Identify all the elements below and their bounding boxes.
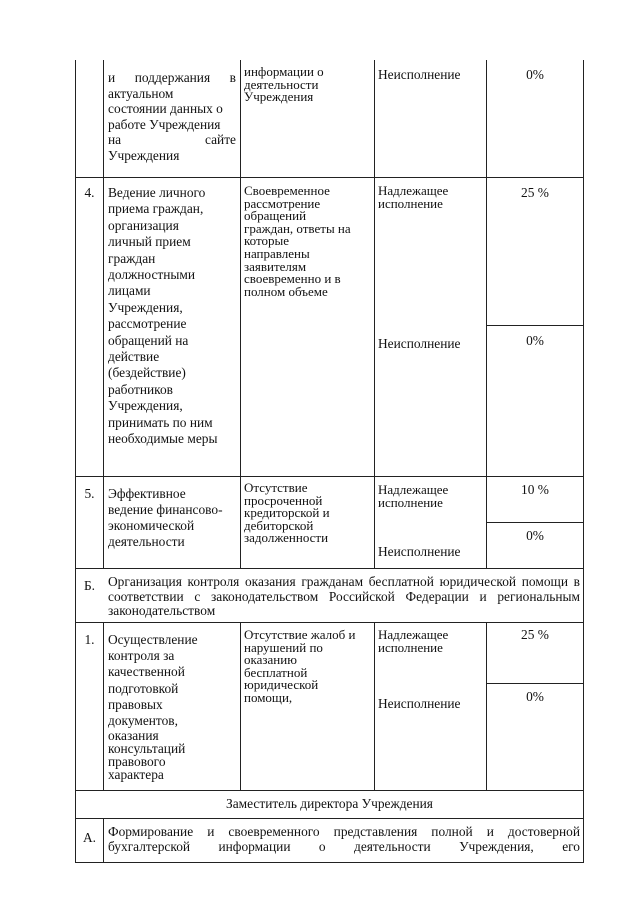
text-line: Эффективное (108, 486, 186, 501)
row1-task (108, 632, 238, 781)
text-line: работников (108, 381, 173, 397)
text-line: ведение финансово- (108, 502, 223, 517)
row1-percent-bad: 0% (526, 689, 544, 704)
text-line: деятельности (108, 534, 185, 549)
col-divider-1b (103, 622, 104, 790)
deputy-header: Заместитель директора Учреждения (226, 796, 433, 811)
text-line: (бездействие) (108, 365, 186, 381)
text-line: информации о (244, 64, 324, 79)
text-line: документов, (108, 713, 178, 729)
row4-number: 4. (84, 185, 95, 200)
text-line: Отсутствие жалоб и (244, 627, 356, 642)
text-line: принимать по ним (108, 414, 213, 430)
text-line: Отсутствие (244, 480, 308, 495)
col-divider-a (103, 818, 104, 862)
text-line: юридической (244, 677, 319, 693)
row4-percent-good: 25 % (521, 185, 549, 200)
row5-assessment-bad: Неисполнение (378, 544, 461, 559)
text-line: организация (108, 217, 179, 233)
text-line: просроченной (244, 492, 323, 508)
text-line: Учреждения, (108, 299, 183, 315)
text-line: необходимые меры (108, 431, 218, 447)
table-border-right (583, 60, 584, 862)
text-line: актуальном (108, 85, 174, 101)
text-line: заявителям (244, 258, 307, 274)
text-line: работе Учреждения (108, 116, 221, 132)
text-line: Учреждения, (108, 398, 183, 414)
table-border-left (75, 60, 76, 862)
row-border-row1-split (486, 683, 584, 684)
text-line: оказания (108, 728, 159, 744)
text-line: Учреждения (244, 89, 314, 105)
col-divider-2b (240, 622, 241, 790)
row4-percent-bad: 0% (526, 333, 544, 348)
text-line: Ведение личного (108, 185, 206, 200)
text-line: полном объеме (244, 283, 328, 299)
text-line: действие (108, 349, 160, 365)
text-line: обращений (244, 208, 307, 224)
text-line: граждан, ответы на (244, 220, 351, 236)
text-line: Осуществление (108, 632, 198, 647)
top-row-criterion (244, 66, 372, 104)
row1-assessment-bad: Неисполнение (378, 696, 461, 711)
text-line: кредиторской и (244, 505, 330, 521)
text-line: своевременно и в (244, 271, 341, 287)
text-line: помощи, (244, 689, 293, 705)
row5-percent-good: 10 % (521, 482, 549, 497)
text-line: консультаций (108, 741, 186, 757)
row-border-row5-split (486, 522, 584, 523)
text-line: нарушений по (244, 639, 323, 655)
text-line: личный прием (108, 234, 191, 250)
section-a-letter: А. (82, 830, 97, 845)
row-border-row4-split (486, 325, 584, 326)
text-line: Учреждения (108, 147, 180, 163)
row4-task (108, 185, 238, 448)
text-line: и поддержания в (108, 70, 236, 85)
text-line: правовых (108, 696, 163, 712)
text-line: задолженности (244, 530, 329, 546)
row1-percent-good: 25 % (521, 627, 549, 642)
row-border-top (75, 177, 584, 178)
row-border-bottom (75, 862, 584, 863)
row5-number: 5. (84, 486, 95, 501)
text-line: которые (244, 233, 289, 249)
section-b-letter: Б. (83, 578, 96, 593)
col-divider-3b (374, 622, 375, 790)
col-divider-1 (103, 60, 104, 568)
row5-criterion (244, 482, 372, 545)
text-line: деятельности (244, 76, 319, 92)
col-divider-3 (374, 60, 375, 568)
row4-assessment-good: Надлежащее исполнение (378, 183, 449, 211)
row-border-row4-end (75, 476, 584, 477)
text-line: характера (108, 767, 164, 783)
text-line: лицами (108, 283, 151, 299)
row5-percent-bad: 0% (526, 528, 544, 543)
row4-criterion (244, 185, 372, 298)
text-line: подготовкой (108, 680, 179, 696)
text-line: экономической (108, 518, 195, 533)
text-line: Своевременное (244, 183, 330, 198)
row1-criterion (244, 629, 374, 705)
text-line: направлены (244, 245, 310, 261)
text-line: граждан (108, 250, 156, 266)
row1-assessment-good: Надлежащее исполнение (378, 627, 449, 655)
text-line: правового (108, 754, 166, 770)
row5-task (108, 486, 238, 550)
text-line: рассмотрение (244, 195, 321, 211)
text-line: должностными (108, 267, 196, 283)
top-row-percent: 0% (526, 67, 544, 82)
row-border-row1-end (75, 790, 584, 791)
text-line: состоянии данных о (108, 101, 223, 117)
text-line: контроля за (108, 648, 175, 664)
text-line: оказанию (244, 652, 297, 668)
section-b-text: Организация контроля оказания гражданам бесплатной юридической помощи в соответствии с законодательством Российской Федерации и региональным законодательством (108, 574, 580, 619)
text-line: бесплатной (244, 664, 308, 680)
text-line: качественной (108, 664, 185, 680)
text-line: приема граждан, (108, 201, 204, 217)
text-line: рассмотрение (108, 316, 187, 332)
col-divider-4b (486, 622, 487, 790)
text-line: обращений на (108, 332, 189, 348)
row1-number: 1. (84, 632, 95, 647)
row4-assessment-bad: Неисполнение (378, 336, 461, 351)
section-a-text: Формирование и своевременного представления полной и достоверной бухгалтерской информации о деятельности Учреждения, его (108, 824, 580, 854)
top-row-assessment: Неисполнение (378, 67, 461, 82)
row-border-sectionb-end (75, 622, 584, 623)
row-border-row5-end (75, 568, 584, 569)
row-border-deputy-end (75, 818, 584, 819)
col-divider-2 (240, 60, 241, 568)
text-line: на сайте (108, 132, 236, 148)
top-row-task (108, 70, 236, 164)
text-line: дебиторской (244, 517, 314, 533)
row5-assessment-good: Надлежащее исполнение (378, 482, 449, 510)
